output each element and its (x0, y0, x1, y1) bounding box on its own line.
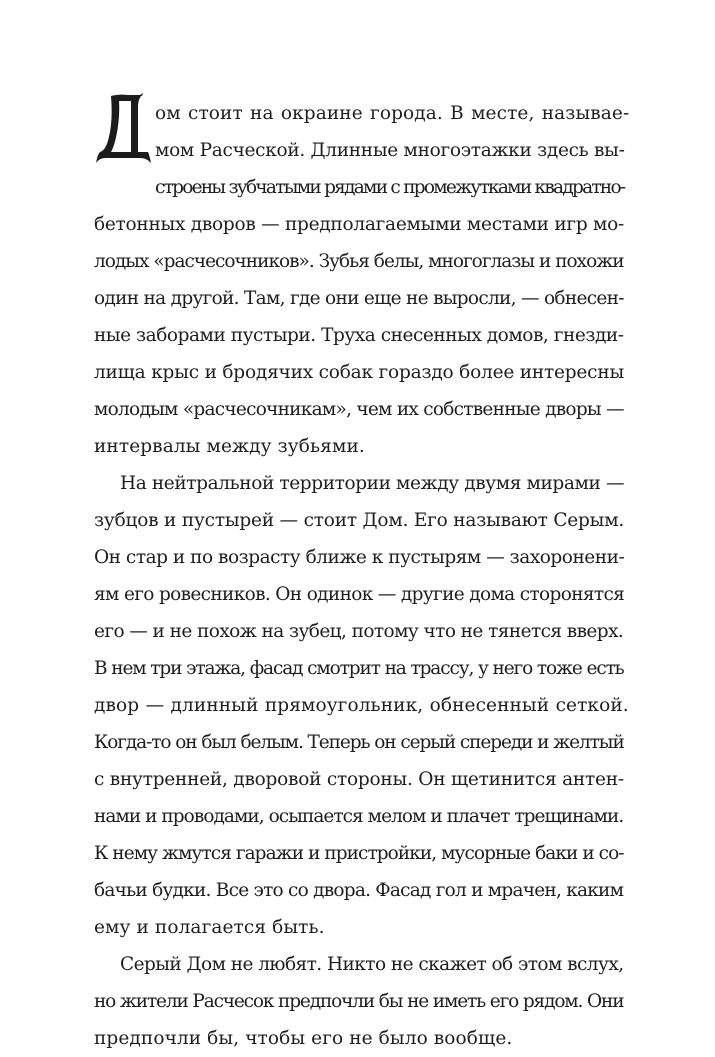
text-line: с внутренней, дворовой стороны. Он щетинится антен- (94, 769, 624, 790)
text-line: зубцов и пустырей — стоит Дом. Его называют Серым. (94, 510, 625, 531)
text-line: двор — длинный прямоугольник, обнесенный сеткой. (94, 695, 629, 716)
text-line: предпочли бы, чтобы его не было вообще. (94, 1028, 513, 1049)
drop-cap-text (94, 164, 95, 165)
text-line: ом стоит на окраине города. В месте, называе- (155, 103, 630, 124)
text-line: один на другой. Там, где они еще не выросли, — обнесен- (94, 288, 624, 309)
text-line: бетонных дворов — предполагаемыми местами игр мо- (94, 214, 624, 235)
text-line: его — и не похож на зубец, потому что не тянется вверх. (94, 621, 624, 642)
text-line: строены зубчатыми рядами с промежутками квадратно- (155, 177, 625, 198)
text-line: К нему жмутся гаражи и пристройки, мусорные баки и со- (94, 843, 624, 864)
text-line: В нем три этажа, фасад смотрит на трассу, у него тоже есть (94, 658, 624, 679)
text-line: молодым «расчесочникам», чем их собственные дворы — (94, 399, 624, 420)
text-line: лодых «расчесочников». Зубья белы, многоглазы и похожи (94, 251, 624, 272)
text-line: Когда-то он был белым. Теперь он серый спереди и желтый (94, 732, 624, 753)
text-line: лища крыс и бродячих собак гораздо более интересны (94, 362, 624, 383)
text-line: Серый Дом не любят. Никто не скажет об этом вслух, (120, 954, 624, 975)
text-line: мом Расческой. Длинные многоэтажки здесь вы- (155, 140, 625, 161)
text-line: ему и полагается быть. (94, 917, 325, 938)
text-line: бачьи будки. Все это со двора. Фасад гол и мрачен, каким (94, 880, 624, 901)
drop-cap-letter-de (94, 92, 152, 164)
text-line: ные заборами пустыри. Труха снесенных домов, гнезди- (94, 325, 624, 346)
text-line: На нейтральной территории между двумя мирами — (120, 473, 625, 494)
text-line: Он стар и по возрасту ближе к пустырям — захоронени- (94, 547, 625, 568)
drop-cap (94, 92, 152, 164)
text-line: но жители Расчесок предпочли бы не иметь его рядом. Они (94, 991, 624, 1012)
text-line: ям его ровесников. Он одинок — другие дома сторонятся (94, 584, 625, 605)
text-line: нами и проводами, осыпается мелом и плачет трещинами. (94, 806, 624, 827)
text-line: интервалы между зубьями. (94, 436, 365, 457)
